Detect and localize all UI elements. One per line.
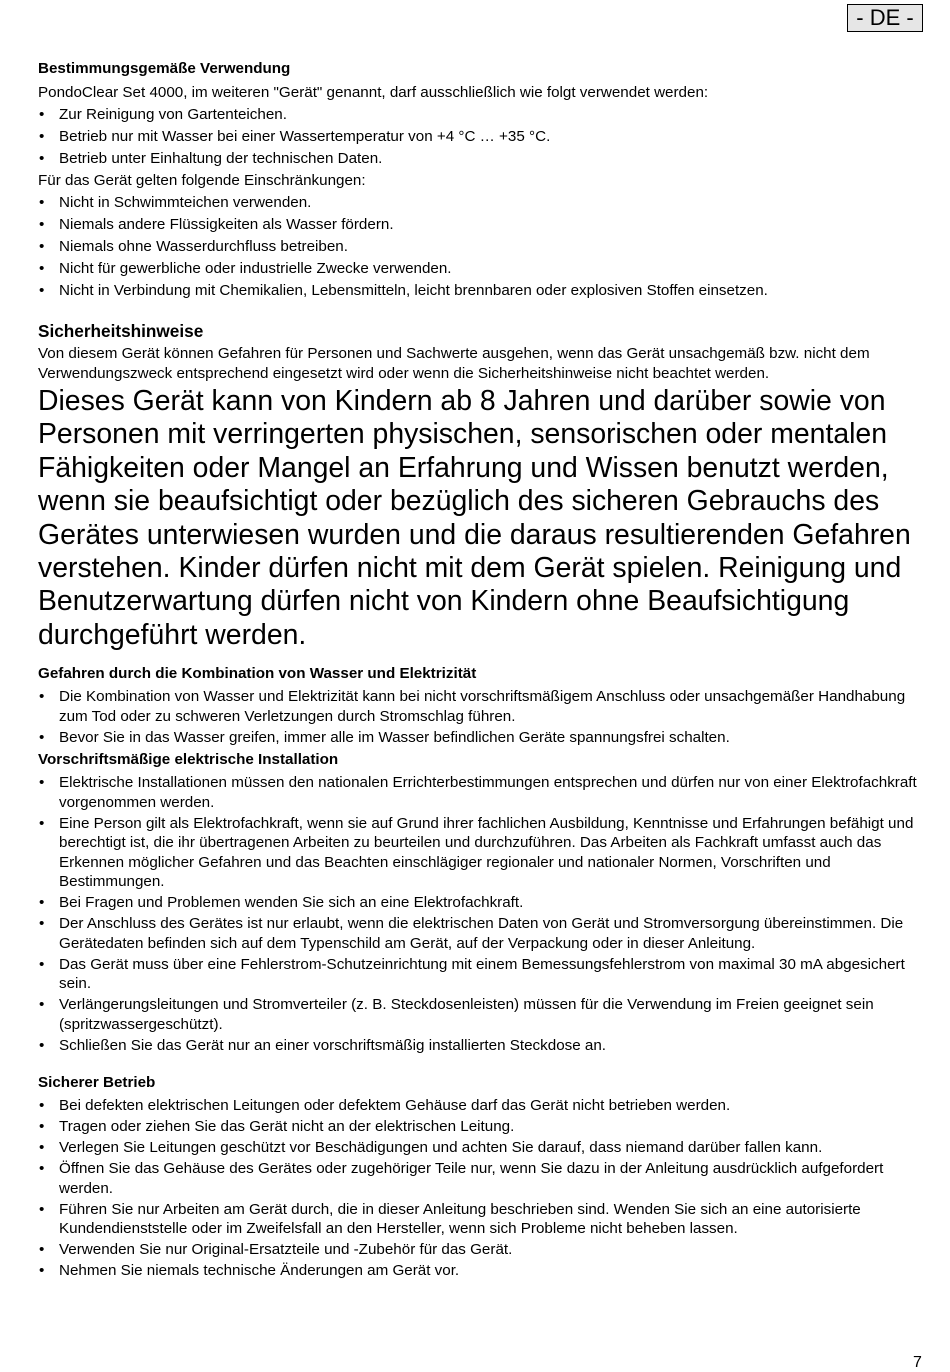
page-number: 7 [913,1354,922,1371]
list-item: • Der Anschluss des Gerätes ist nur erlaubt, wenn die elektrischen Daten von Gerät und Stromversorgung übereinstimmen. Die Gerätedaten befinden sich auf dem Typenschild am Gerät, auf der Verpackung oder in dieser Anleitung. [38,914,918,953]
list-item: • Die Kombination von Wasser und Elektrizität kann bei nicht vorschriftsmäßigem Anschluss oder unsachgemäßer Handhabung zum Tod oder zu schweren Verletzungen durch Stromschlag führen. [38,687,918,726]
safe-operation-list [38,1096,918,1281]
restrictions-list [38,192,918,302]
restrictions-intro: Für das Gerät gelten folgende Einschränkungen: [38,172,366,189]
children-notice: Dieses Gerät kann von Kindern ab 8 Jahren und darüber sowie von Personen mit verringerten physischen, sensorischen oder mentalen Fähigkeiten oder Mangel an Erfahrung und Wissen benutzt werden, wenn sie beaufsichtigt oder bezüglich des sicheren Gebrauchs des Gerätes unterwiesen wurden und die daraus resultierenden Gefahren verstehen. Kinder dürfen nicht mit dem Gerät spielen. Reinigung und Benutzerwartung dürfen nicht von Kindern ohne Beaufsichtigung durchgeführt werden. [38,385,911,651]
heading-safe-operation: Sicherer Betrieb [38,1074,156,1092]
list-item: • Niemals ohne Wasserdurchfluss betreiben. [38,236,918,258]
list-item: • Nicht für gewerbliche oder industrielle Zwecke verwenden. [38,258,918,280]
list-item: • Betrieb nur mit Wasser bei einer Wassertemperatur von +4 °C … +35 °C. [38,126,918,148]
list-item: • Nicht in Verbindung mit Chemikalien, Lebensmitteln, leicht brennbaren oder explosiven Stoffen einsetzen. [38,280,918,302]
language-badge: - DE - [847,4,923,32]
list-item: • Nehmen Sie niemals technische Änderungen am Gerät vor. [38,1261,918,1281]
list-item: • Das Gerät muss über eine Fehlerstrom-Schutzeinrichtung mit einem Bemessungsfehlerstrom von maximal 30 mA abgesichert sein. [38,955,918,994]
heading-safety: Sicherheitshinweise [38,321,204,341]
list-item: • Eine Person gilt als Elektrofachkraft, wenn sie auf Grund ihrer fachlichen Ausbildung, Kenntnisse und Erfahrungen befähigt und berechtigt ist, die ihr übertragenen Arbeiten zu beurteilen und durchzuführen. Das Arbeiten als Fachkraft umfasst auch das Erkennen möglicher Gefahren und das Beachten einschlägiger regionaler und nationaler Normen, Vorschriften und Bestimmungen. [38,814,918,892]
page-content [38,56,918,1282]
list-item: • Bevor Sie in das Wasser greifen, immer alle im Wasser befindlichen Geräte spannungsfrei schalten. [38,728,918,748]
intended-use-intro: PondoClear Set 4000, im weiteren "Gerät" genannt, darf ausschließlich wie folgt verwendet werden: [38,84,709,101]
water-electricity-list [38,687,918,747]
heading-water-electricity: Gefahren durch die Kombination von Wasser und Elektrizität [38,665,477,683]
list-item: • Bei defekten elektrischen Leitungen oder defektem Gehäuse darf das Gerät nicht betrieben werden. [38,1096,918,1116]
safety-intro: Von diesem Gerät können Gefahren für Personen und Sachwerte ausgehen, wenn das Gerät unsachgemäß bzw. nicht dem Verwendungszweck entsprechend eingesetzt wird oder wenn die Sicherheitshinweise nicht beachtet werden. [38,345,870,382]
list-item: • Zur Reinigung von Gartenteichen. [38,104,918,126]
list-item: • Betrieb unter Einhaltung der technischen Daten. [38,148,918,170]
installation-list [38,773,918,1055]
list-item: • Verlängerungsleitungen und Stromverteiler (z. B. Steckdosenleisten) müssen für die Verwendung im Freien geeignet sein (spritzwassergeschützt). [38,995,918,1034]
list-item: • Verwenden Sie nur Original-Ersatzteile und -Zubehör für das Gerät. [38,1240,918,1260]
list-item: • Tragen oder ziehen Sie das Gerät nicht an der elektrischen Leitung. [38,1117,918,1137]
intended-use-list [38,104,918,170]
list-item: • Schließen Sie das Gerät nur an einer vorschriftsmäßig installierten Steckdose an. [38,1036,918,1056]
list-item: • Nicht in Schwimmteichen verwenden. [38,192,918,214]
list-item: • Elektrische Installationen müssen den nationalen Errichterbestimmungen entsprechen und dürfen nur von einer Elektrofachkraft vorgenommen werden. [38,773,918,812]
list-item: • Bei Fragen und Problemen wenden Sie sich an eine Elektrofachkraft. [38,893,918,913]
heading-installation: Vorschriftsmäßige elektrische Installation [38,751,339,769]
list-item: • Führen Sie nur Arbeiten am Gerät durch, die in dieser Anleitung beschrieben sind. Wenden Sie sich an eine autorisierte Kundendienststelle oder im Zweifelsfall an den Hersteller, wenn sich Probleme nicht beheben lassen. [38,1200,918,1239]
list-item: • Niemals andere Flüssigkeiten als Wasser fördern. [38,214,918,236]
heading-intended-use: Bestimmungsgemäße Verwendung [38,60,291,77]
list-item: • Verlegen Sie Leitungen geschützt vor Beschädigungen und achten Sie darauf, dass niemand darüber fallen kann. [38,1138,918,1158]
list-item: • Öffnen Sie das Gehäuse des Gerätes oder zugehöriger Teile nur, wenn Sie dazu in der Anleitung ausdrücklich aufgefordert werden. [38,1159,918,1198]
